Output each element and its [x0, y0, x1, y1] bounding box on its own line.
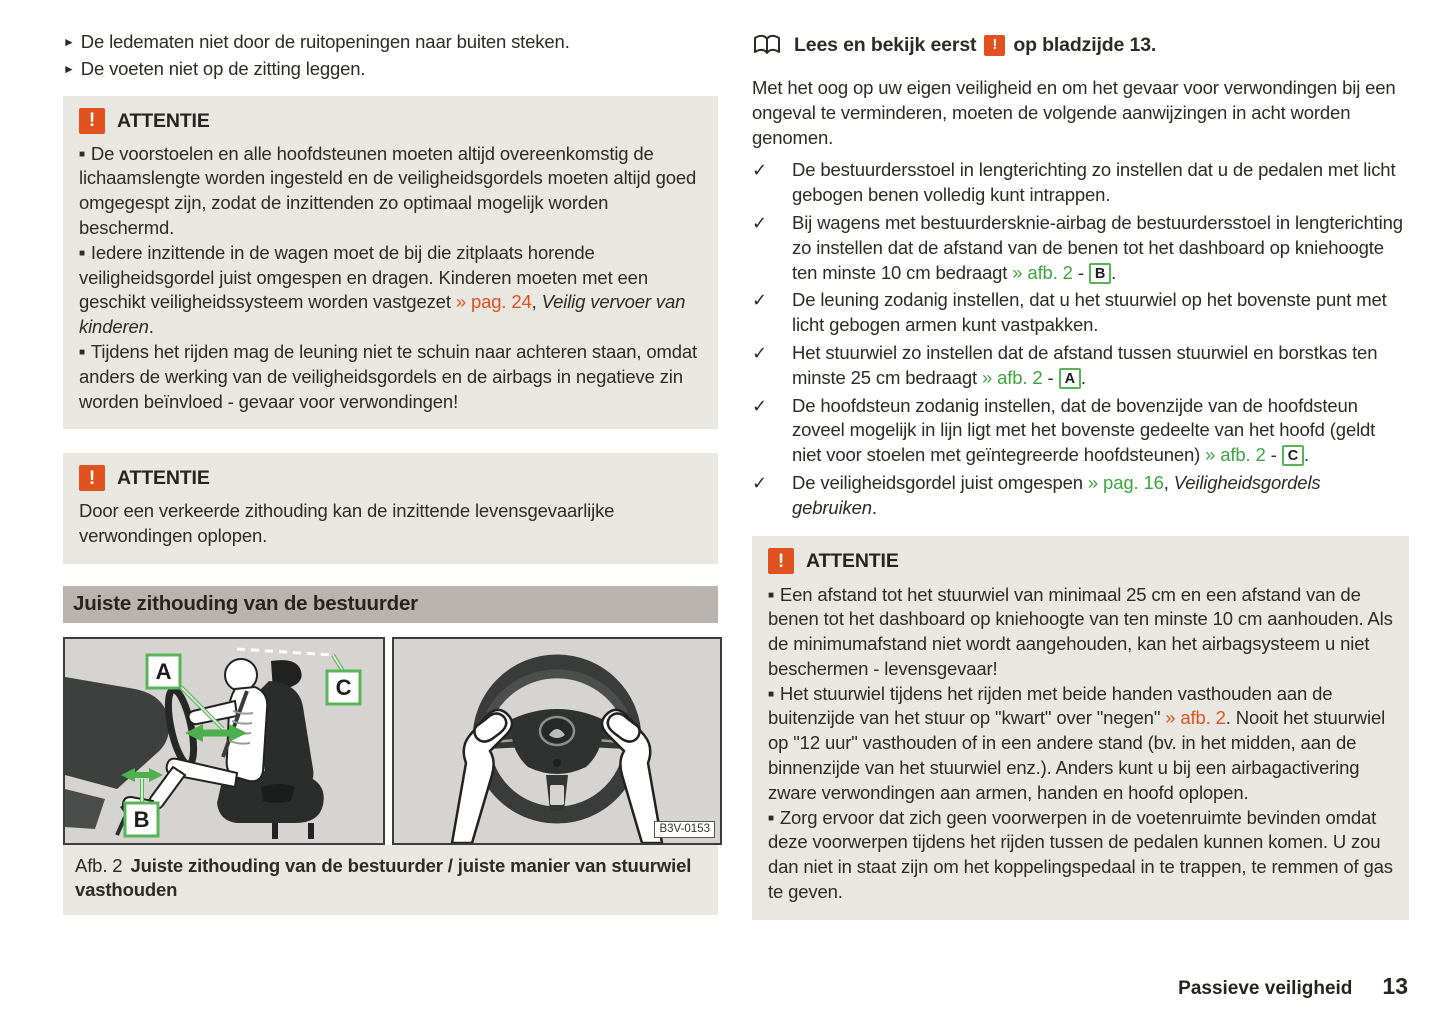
intro-paragraph: Met het oog op uw eigen veiligheid en om het gevaar voor verwondingen bij een ongeval te verminderen, moeten de volgende aanwijzingen in acht worden genomen.: [752, 77, 1396, 148]
figure-label-b: B: [133, 807, 150, 833]
attention-text: Door een verkeerde zithouding kan de inzittende levensgevaarlijke verwondingen oplopen.: [79, 500, 615, 547]
check-icon: ✓: [752, 472, 767, 493]
figure-caption-text: Juiste zithouding van de bestuurder / juiste manier van stuurwiel vasthouden: [75, 855, 692, 901]
steering-wheel-illustration: [394, 639, 720, 843]
attention-header: [79, 108, 702, 134]
check-icon: ✓: [752, 342, 767, 363]
attention-text: Iedere inzittende in de wagen moet de bij die zitplaats horende veiligheidsgordel juist omgespen en dragen. Kinderen moeten met een geschikt veiligheidssysteem worden vastgezet: [79, 241, 648, 313]
figure-caption: [63, 845, 718, 914]
attention-item: [768, 806, 1393, 905]
attention-text: De voorstoelen en alle hoofdsteunen moeten altijd overeenkomstig de lichaamslengte worden ingesteld en de veiligheidsgordels moeten altijd goed omgegespt zijn, zodat de inzittenden zo optimaal mogelijk worden beschermd.: [79, 142, 697, 239]
square-bullet-icon: ■: [768, 812, 774, 824]
checklist-text: De leuning zodanig instellen, dat u het stuurwiel op het bovenste punt met licht gebogen armen kunt vastpakken.: [792, 289, 1387, 336]
checklist-end: .: [1080, 366, 1086, 388]
square-bullet-icon: ■: [79, 148, 85, 160]
attention-item: [79, 340, 702, 414]
bullet-text: De voeten niet op de zitting leggen.: [80, 57, 366, 79]
square-bullet-icon: ■: [79, 346, 85, 358]
list-item: [63, 57, 718, 82]
right-column: [752, 30, 1409, 934]
checklist-item: [752, 158, 1409, 208]
attention-title: ATTENTIE: [117, 109, 210, 132]
checklist-dash: -: [1270, 444, 1277, 466]
warning-icon: !: [768, 548, 794, 574]
checklist-text: De bestuurdersstoel in lengterichting zo instellen dat u de pedalen met licht gebogen benen volledig kunt intrappen.: [792, 159, 1396, 206]
attention-text: ,: [531, 291, 537, 313]
cross-reference-link[interactable]: » pag. 24: [455, 291, 532, 313]
attention-text: Zorg ervoor dat zich geen voorwerpen in de voetenruimte bevinden omdat deze voorwerpen tijdens het rijden tussen de pedalen kunnen komen. U zou dan niet in staat zijn om het koppelingspedaal in te trappen, te remmen of gas te geven.: [768, 806, 1393, 902]
attention-title: ATTENTIE: [117, 467, 210, 490]
figure-reference-box: B: [1089, 263, 1111, 284]
checklist-end: .: [1304, 444, 1310, 466]
figure-label-c: C: [335, 675, 352, 701]
book-icon: [752, 34, 782, 56]
attention-body: [79, 142, 702, 415]
figure-reference-box: C: [1282, 445, 1304, 466]
checklist-text-pre: Het stuurwiel zo instellen dat de afstand tussen stuurwiel en borstkas ten minste 25 cm bedraagt: [792, 341, 1378, 388]
checklist-dash: -: [1047, 366, 1054, 388]
attention-body: [768, 583, 1393, 905]
cross-reference-link[interactable]: » afb. 2: [1012, 261, 1073, 283]
attention-box-1: [63, 96, 718, 430]
attention-header: [79, 465, 702, 491]
figure-number: Afb. 2: [75, 855, 123, 877]
checklist-sep: ,: [1163, 471, 1169, 493]
attention-header: [768, 548, 1393, 574]
figure-label-a: A: [155, 659, 172, 685]
checklist-text-pre: De hoofdsteun zodanig instellen, dat de bovenzijde van de hoofdsteun zoveel mogelijk in lijn ligt met het bovenste gedeelte van het hoofd (geldt niet voor stoelen met geïntegreerde hoofdsteunen): [792, 394, 1376, 466]
section-header: Juiste zithouding van de bestuurder: [63, 586, 718, 623]
attention-text: . Nooit het stuurwiel op "12 uur" vasthouden of in een andere stand (bv. in het midden, aan de binnenzijde van het stuurwiel enz.). Anders kunt u bij een airbagactivering zware verwondingen aan armen, handen en hoofd oplopen.: [768, 707, 1386, 803]
bullet-text: De ledematen niet door de ruitopeningen naar buiten steken.: [80, 31, 570, 52]
cross-reference-link[interactable]: » afb. 2: [1165, 707, 1226, 729]
cross-reference-link[interactable]: » afb. 2: [1205, 444, 1266, 466]
check-icon: ✓: [752, 160, 767, 181]
page-footer: [1178, 973, 1408, 1000]
checklist-text-pre: Bij wagens met bestuurdersknie-airbag de bestuurdersstoel in lengterichting zo instellen dat de afstand van de benen tot het dashboard op kniehoogte ten minste 10 cm bedraagt: [792, 212, 1403, 283]
warning-icon: !: [984, 35, 1005, 56]
attention-item: [768, 583, 1393, 682]
checklist-text: [792, 211, 1409, 285]
warning-icon: !: [79, 465, 105, 491]
page-number: 13: [1382, 973, 1408, 999]
attention-text: .: [148, 316, 154, 338]
checklist-item: [752, 471, 1409, 521]
square-bullet-icon: ■: [768, 688, 774, 700]
attention-box-2: [63, 453, 718, 564]
check-icon: ✓: [752, 290, 767, 311]
cross-reference-link[interactable]: » afb. 2: [982, 366, 1043, 388]
checklist-end: .: [871, 496, 877, 518]
left-column: [63, 30, 718, 934]
square-bullet-icon: ■: [79, 247, 85, 259]
list-item: [63, 30, 718, 55]
read-first-note: [752, 32, 1409, 58]
attention-item: [768, 682, 1393, 806]
checklist-end: .: [1111, 261, 1117, 283]
footer-section-title: Passieve veiligheid: [1178, 978, 1353, 999]
reference-title: Veiligheidsgordels gebruiken: [792, 471, 1321, 518]
figure-seating-position: [63, 637, 385, 845]
cross-reference-link[interactable]: » pag. 16: [1087, 471, 1164, 493]
figure-steering-wheel-grip: [392, 637, 722, 845]
arrow-bullet-icon: ►: [63, 61, 75, 76]
arrow-bullet-icon: ►: [63, 35, 75, 49]
attention-box-3: [752, 536, 1409, 919]
read-first-text-pre: Lees en bekijk eerst: [794, 34, 977, 56]
warning-icon: !: [79, 108, 105, 134]
check-icon: ✓: [752, 213, 767, 234]
checklist-item: [752, 211, 1409, 285]
attention-body: [79, 499, 702, 549]
checklist-text: [792, 341, 1409, 391]
checklist-item: [752, 394, 1409, 468]
square-bullet-icon: ■: [768, 589, 774, 601]
attention-text: Tijdens het rijden mag de leuning niet te schuin naar achteren staan, omdat anders de werking van de veiligheidsgordels en de airbags in negatieve zin worden beïnvloed - gevaar voor verwondingen!: [79, 340, 698, 412]
checklist-text-pre: De veiligheidsgordel juist omgespen: [792, 471, 1083, 493]
figure-reference-box: A: [1059, 368, 1081, 389]
attention-item: [79, 241, 702, 340]
intro-bullet-list: [63, 30, 718, 82]
checklist-text: [792, 394, 1409, 468]
checklist-item: [752, 288, 1409, 338]
attention-item: [79, 142, 702, 241]
figure-image-code: B3V-0153: [654, 821, 715, 838]
attention-text: Het stuurwiel tijdens het rijden met beide handen vasthouden aan de buitenzijde van het stuur op "kwart" over "negen": [768, 682, 1333, 729]
check-icon: ✓: [752, 395, 767, 416]
attention-text: Een afstand tot het stuurwiel van minimaal 25 cm en een afstand van de benen tot het dashboard op kniehoogte van ten minste 10 cm aanhouden. Als de minimumafstand niet wordt aangehouden, kan het airbagsysteem u niet beschermen - levensgevaar!: [768, 583, 1393, 679]
figure-afb-2: [63, 637, 718, 845]
seating-position-illustration: [65, 639, 383, 843]
checklist-item: [752, 341, 1409, 391]
attention-title: ATTENTIE: [806, 550, 899, 573]
checklist-dash: -: [1077, 261, 1084, 283]
checklist-text: [792, 471, 1409, 521]
read-first-text-post: op bladzijde 13.: [1013, 34, 1157, 56]
checklist: [752, 158, 1409, 520]
reference-title: Veilig vervoer van kinderen: [79, 291, 686, 338]
